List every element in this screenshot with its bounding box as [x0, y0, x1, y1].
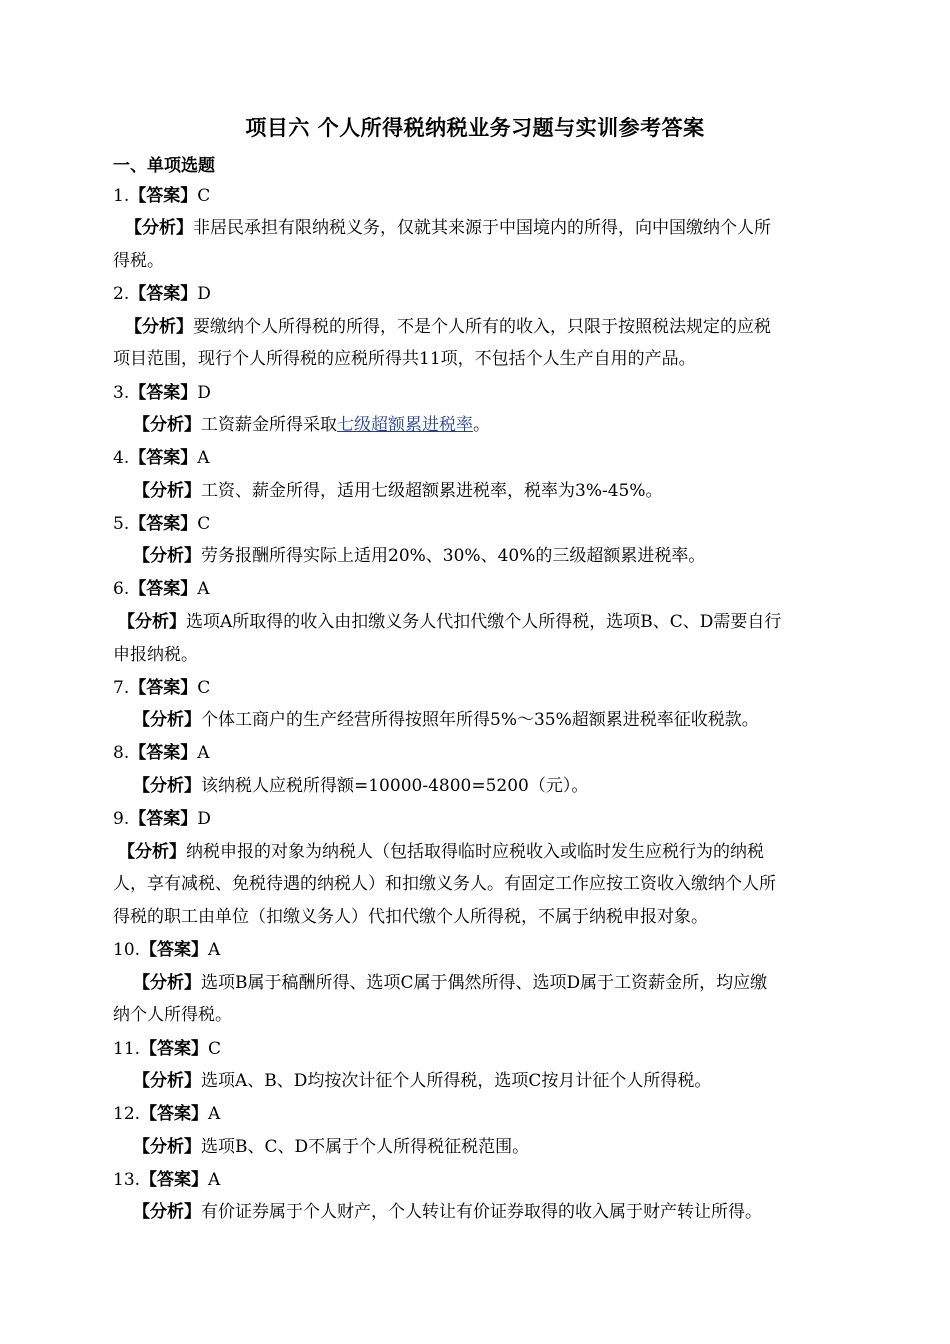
- answer-line: 6.【答案】A: [113, 579, 210, 599]
- analysis-line: 【分析】工资薪金所得采取七级超额累进税率。: [133, 415, 490, 435]
- answer-line: 8.【答案】A: [113, 743, 210, 763]
- answer-line: 13.【答案】A: [113, 1170, 221, 1190]
- analysis-line: 【分析】劳务报酬所得实际上适用20%、30%、40%的三级超额累进税率。: [133, 546, 706, 566]
- answer-line: 12.【答案】A: [113, 1104, 221, 1124]
- analysis-line: 【分析】选项B、C、D不属于个人所得税征税范围。: [133, 1137, 530, 1157]
- analysis-line: 【分析】选项A所取得的收入由扣缴义务人代扣代缴个人所得税，选项B、C、D需要自行: [118, 612, 782, 632]
- analysis-line: 【分析】要缴纳个人所得税的所得，不是个人所有的收入，只限于按照税法规定的应税: [125, 317, 771, 337]
- answer-line: 7.【答案】C: [113, 678, 211, 698]
- analysis-line: 【分析】有价证券属于个人财产，个人转让有价证券取得的收入属于财产转让所得。: [133, 1202, 762, 1222]
- analysis-continuation: 人，享有减税、免税待遇的纳税人）和扣缴义务人。有固定工作应按工资收入缴纳个人所: [113, 874, 776, 894]
- analysis-line: 【分析】选项B属于稿酬所得、选项C属于偶然所得、选项D属于工资薪金所，均应缴: [133, 973, 768, 993]
- analysis-line: 【分析】非居民承担有限纳税义务，仅就其来源于中国境内的所得，向中国缴纳个人所: [125, 218, 771, 238]
- answer-line: 11.【答案】C: [113, 1039, 222, 1059]
- answer-line: 10.【答案】A: [113, 940, 221, 960]
- tax-rate-link[interactable]: 七级超额累进税率: [337, 415, 473, 435]
- analysis-line: 【分析】选项A、B、D均按次计征个人所得税，选项C按月计征个人所得税。: [133, 1071, 712, 1091]
- analysis-continuation: 得税。: [113, 251, 164, 271]
- analysis-continuation: 得税的职工由单位（扣缴义务人）代扣代缴个人所得税，不属于纳税申报对象。: [113, 907, 708, 927]
- answer-line: 2.【答案】D: [113, 284, 211, 304]
- analysis-line: 【分析】个体工商户的生产经营所得按照年所得5%～35%超额累进税率征收税款。: [133, 710, 759, 730]
- answer-line: 9.【答案】D: [113, 809, 211, 829]
- analysis-line: 【分析】纳税申报的对象为纳税人（包括取得临时应税收入或临时发生应税行为的纳税: [118, 842, 764, 862]
- answer-line: 1.【答案】C: [113, 186, 211, 206]
- section-heading: 一、单项选题: [113, 156, 215, 176]
- analysis-line: 【分析】该纳税人应税所得额=10000-4800=5200（元）。: [133, 776, 589, 796]
- analysis-line: 【分析】工资、薪金所得，适用七级超额累进税率，税率为3%-45%。: [133, 481, 663, 501]
- answer-line: 5.【答案】C: [113, 514, 211, 534]
- page-title: 项目六 个人所得税纳税业务习题与实训参考答案: [245, 116, 705, 140]
- analysis-continuation: 申报纳税。: [113, 645, 198, 665]
- answer-line: 4.【答案】A: [113, 448, 210, 468]
- analysis-continuation: 项目范围，现行个人所得税的应税所得共11项，不包括个人生产自用的产品。: [113, 349, 696, 369]
- analysis-continuation: 纳个人所得税。: [113, 1005, 232, 1025]
- answer-line: 3.【答案】D: [113, 383, 211, 403]
